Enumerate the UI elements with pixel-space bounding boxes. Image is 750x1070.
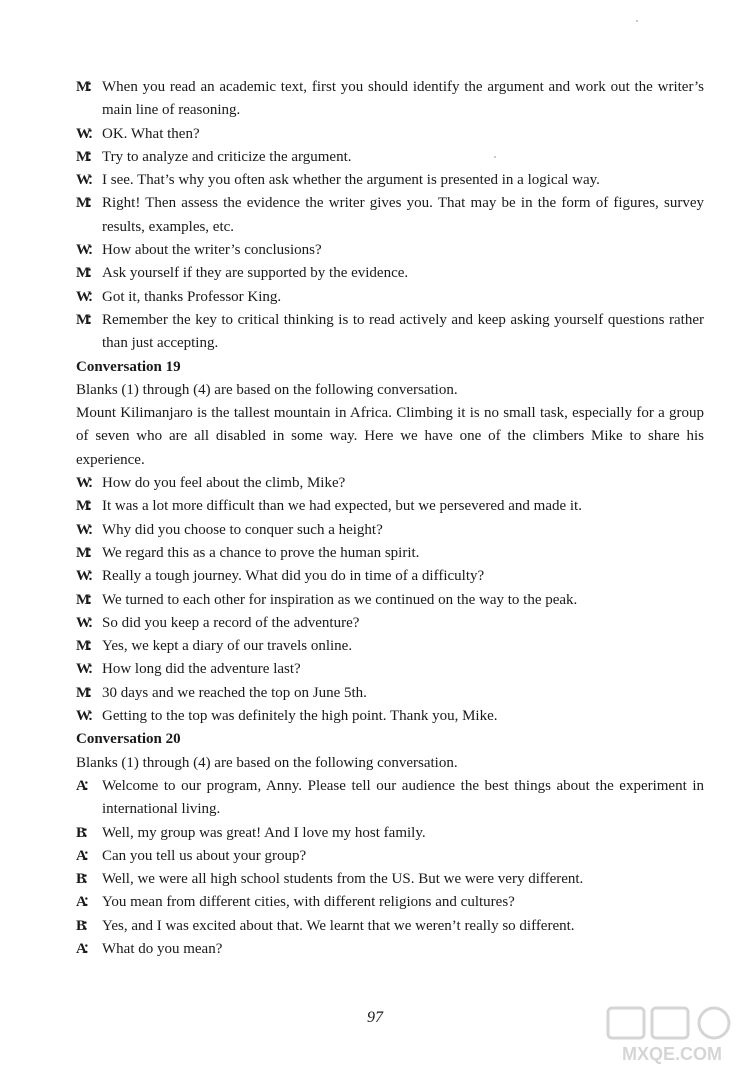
dialogue-turn	[76, 192, 704, 239]
watermark-text: MXQE.COM	[621, 1044, 723, 1064]
turn-text: Try to analyze and criticize the argument.	[102, 148, 352, 165]
dialogue-turn	[76, 635, 704, 658]
dialogue-turn	[76, 239, 704, 262]
turn-text: So did you keep a record of the adventure?	[102, 614, 360, 631]
dialogue-turn	[76, 542, 704, 565]
turn-text: Welcome to our program, Anny. Please tell our audience the best things about the experiment in international living.	[102, 777, 704, 818]
turn-text: Yes, and I was excited about that. We learnt that we weren’t really so different.	[102, 917, 575, 934]
body-paragraph: Blanks (1) through (4) are based on the following conversation.	[76, 381, 458, 398]
speaker-label: A：	[76, 894, 94, 911]
speaker-label: M：	[76, 684, 98, 701]
turn-text: What do you mean?	[102, 940, 223, 957]
dialogue-turn	[76, 938, 704, 961]
turn-text: OK. What then?	[102, 125, 200, 142]
dialogue-turn	[76, 658, 704, 681]
page-number: 97	[367, 1009, 383, 1026]
turn-text: 30 days and we reached the top on June 5th.	[102, 684, 367, 701]
turn-text: How do you feel about the climb, Mike?	[102, 475, 346, 492]
speck	[494, 156, 496, 158]
speaker-label: A：	[76, 940, 94, 957]
dialogue-turn	[76, 868, 704, 891]
turn-text: How long did the adventure last?	[102, 661, 301, 678]
turn-text: It was a lot more difficult than we had expected, but we persevered and made it.	[102, 498, 582, 515]
page-content	[76, 76, 704, 961]
dialogue-turn	[76, 705, 704, 728]
speck	[636, 20, 638, 22]
dialogue-turn	[76, 472, 704, 495]
turn-text: Yes, we kept a diary of our travels online.	[102, 638, 353, 655]
speaker-label: W：	[76, 125, 99, 142]
turn-text: Right! Then assess the evidence the writer gives you. That may be in the form of figures, survey results, examples, etc.	[102, 195, 704, 235]
speaker-label: B：	[76, 824, 94, 841]
turn-text: Well, my group was great! And I love my host family.	[102, 824, 426, 841]
watermark-logo	[604, 1006, 740, 1066]
turn-text: Got it, thanks Professor King.	[102, 288, 282, 305]
turn-text: How about the writer’s conclusions?	[102, 242, 322, 259]
speaker-label: A：	[76, 777, 94, 794]
turn-text: Getting to the top was definitely the high point. Thank you, Mike.	[102, 708, 498, 725]
speaker-label: B：	[76, 917, 94, 934]
speaker-label: M：	[76, 148, 98, 165]
speaker-label: M：	[76, 311, 98, 328]
speaker-label: M：	[76, 79, 98, 95]
dialogue-turn	[76, 612, 704, 635]
turn-text: You mean from different cities, with different religions and cultures?	[102, 894, 515, 911]
turn-text: Ask yourself if they are supported by the evidence.	[102, 265, 409, 282]
speaker-label: W：	[76, 708, 99, 725]
body-paragraph: Mount Kilimanjaro is the tallest mountain in Africa. Climbing it is no small task, especially for a group of seven who are all disabled in some way. Here we have one of the climbers Mike to share his experience.	[76, 405, 704, 468]
speaker-label: W：	[76, 475, 99, 492]
dialogue-turn	[76, 495, 704, 518]
turn-text: When you read an academic text, first you should identify the argument and work out the writer’s main line of reasoning.	[102, 79, 704, 119]
speaker-label: M：	[76, 498, 98, 515]
dialogue-turn	[76, 286, 704, 309]
speaker-label: W：	[76, 521, 99, 538]
turn-text: Can you tell us about your group?	[102, 847, 307, 864]
speaker-label: M：	[76, 544, 98, 561]
turn-text: I see. That’s why you often ask whether the argument is presented in a logical way.	[102, 172, 600, 189]
speaker-label: W：	[76, 661, 99, 678]
dialogue-turn	[76, 682, 704, 705]
speaker-label: M：	[76, 591, 98, 608]
speaker-label: W：	[76, 242, 99, 259]
turn-text: We regard this as a chance to prove the human spirit.	[102, 544, 420, 561]
speaker-label: W：	[76, 288, 99, 305]
dialogue-turn	[76, 309, 704, 356]
body-paragraph: Blanks (1) through (4) are based on the following conversation.	[76, 754, 458, 771]
dialogue-turn	[76, 915, 704, 938]
speaker-label: M：	[76, 638, 98, 655]
speaker-label: A：	[76, 847, 94, 864]
dialogue-turn	[76, 589, 704, 612]
speaker-label: W：	[76, 568, 99, 585]
dialogue-turn	[76, 76, 704, 123]
turn-text: Well, we were all high school students from the US. But we were very different.	[102, 871, 584, 888]
dialogue-turn	[76, 169, 704, 192]
speaker-label: W：	[76, 614, 99, 631]
dialogue-turn	[76, 146, 704, 169]
dialogue-turn	[76, 123, 704, 146]
section-heading: Conversation 19	[76, 358, 181, 375]
dialogue-turn	[76, 262, 704, 285]
speaker-label: M：	[76, 265, 98, 282]
turn-text: Why did you choose to conquer such a height?	[102, 521, 383, 538]
turn-text: We turned to each other for inspiration as we continued on the way to the peak.	[102, 591, 578, 608]
section-heading: Conversation 20	[76, 731, 181, 748]
turn-text: Remember the key to critical thinking is to read actively and keep asking yourself questions rather than just accepting.	[102, 311, 704, 352]
dialogue-turn	[76, 845, 704, 868]
speaker-label: M：	[76, 195, 98, 212]
speaker-label: W：	[76, 172, 99, 189]
speaker-label: B：	[76, 871, 94, 888]
dialogue-turn	[76, 822, 704, 845]
dialogue-turn	[76, 775, 704, 822]
dialogue-turn	[76, 891, 704, 914]
turn-text: Really a tough journey. What did you do in time of a difficulty?	[102, 568, 485, 585]
dialogue-turn	[76, 565, 704, 588]
dialogue-turn	[76, 519, 704, 542]
